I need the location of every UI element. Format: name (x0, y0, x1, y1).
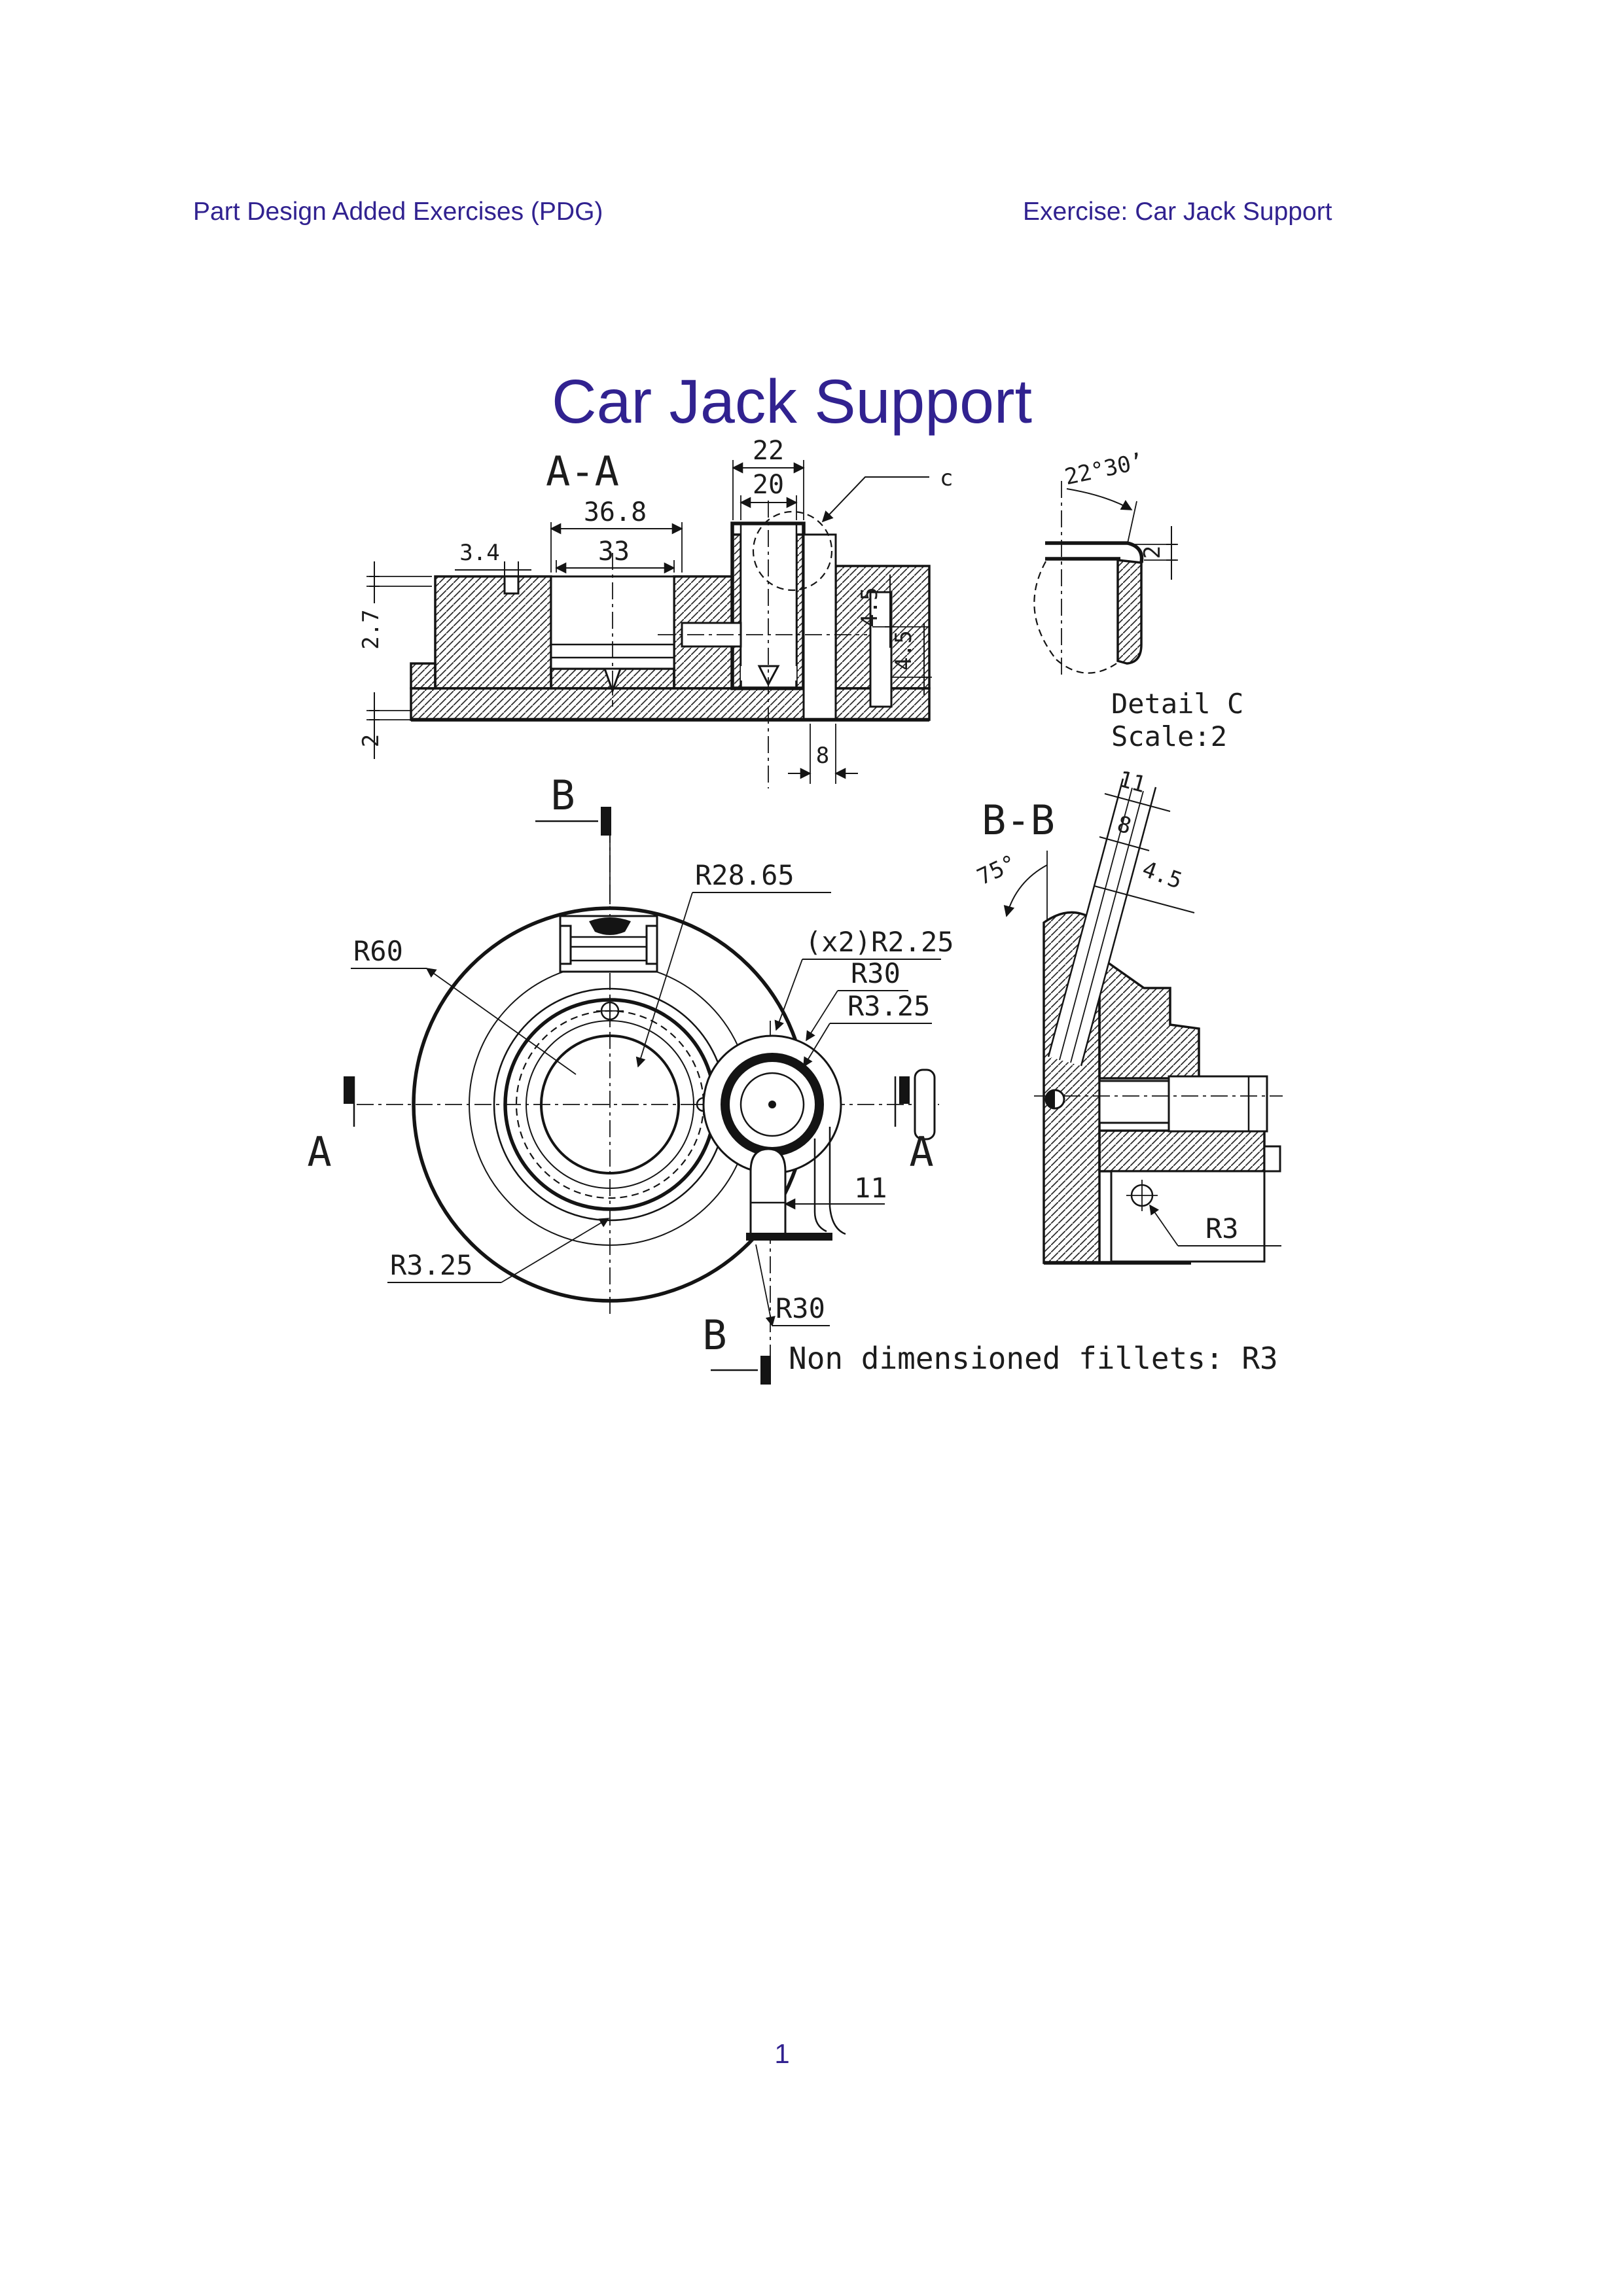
bb-right-bore (1169, 1076, 1267, 1131)
header-left: Part Design Added Exercises (PDG) (193, 198, 603, 226)
dim-3-4: 3.4 (459, 540, 500, 566)
aa-gap-channel (804, 535, 836, 720)
bb-lower-pocket (1111, 1171, 1264, 1262)
dim-r30: R30 (851, 957, 901, 989)
page-title: Car Jack Support (552, 367, 1032, 436)
bb-mid-band (1099, 1131, 1264, 1171)
dim-r3-25-bottom: R3.25 (390, 1249, 473, 1281)
dim-r30-bottom: R30 (776, 1292, 825, 1324)
header-right: Exercise: Car Jack Support (1023, 198, 1332, 226)
dim-4-5-a: 4.5 (857, 587, 883, 627)
detail-c-wall (1118, 560, 1141, 663)
plan-bottom-slot (751, 1149, 785, 1234)
section-bb-label: B-B (982, 796, 1055, 844)
dim-x2-r2-25: (x2)R2.25 (805, 926, 954, 958)
dim-r3-25: R3.25 (847, 990, 931, 1022)
dim-2-7: 2.7 (358, 609, 384, 650)
bb-dim-8: 8 (1114, 811, 1134, 840)
dim-36-8: 36.8 (583, 497, 647, 527)
bb-dim-11: 11 (1115, 766, 1149, 798)
dim-22: 22 (752, 436, 785, 466)
bb-dim-r3: R3 (1205, 1212, 1239, 1245)
dim-2: 2 (358, 733, 384, 748)
bb-dim-4-5: 4.5 (1139, 856, 1186, 894)
bb-upper-block (1099, 957, 1199, 1078)
plan-view (307, 771, 954, 1385)
detail-dim-2: 2 (1139, 545, 1166, 559)
dim-20: 20 (752, 470, 785, 500)
detail-c-title: Detail C (1111, 688, 1244, 720)
dim-8: 8 (815, 743, 830, 769)
section-marker-a-right: A (909, 1128, 934, 1176)
dim-11-plan: 11 (854, 1172, 887, 1204)
fillets-note: Non dimensioned fillets: R3 (789, 1341, 1278, 1376)
page-number: 1 (774, 2038, 790, 2069)
bb-angle-75: 75° (973, 849, 1021, 891)
dim-r60: R60 (353, 935, 403, 967)
dim-22-30: 22°30’ (1062, 448, 1147, 491)
section-aa-view (358, 436, 953, 788)
dim-33: 33 (597, 537, 630, 567)
detail-c-scale: Scale:2 (1111, 720, 1228, 752)
detail-ref-c: c (940, 465, 954, 491)
detail-c-view (1034, 448, 1243, 752)
section-marker-b-bottom: B (702, 1311, 727, 1359)
section-bb-view (973, 766, 1283, 1263)
dim-4-5-b: 4.5 (891, 630, 917, 671)
aa-base-plate (411, 688, 929, 720)
section-marker-b-top: B (550, 771, 575, 819)
section-marker-a-left: A (307, 1128, 332, 1176)
aa-left-wall (435, 576, 551, 688)
section-aa-label: A-A (546, 448, 619, 495)
bb-mid-pocket (1099, 1081, 1169, 1123)
dim-r28-65: R28.65 (695, 859, 794, 891)
